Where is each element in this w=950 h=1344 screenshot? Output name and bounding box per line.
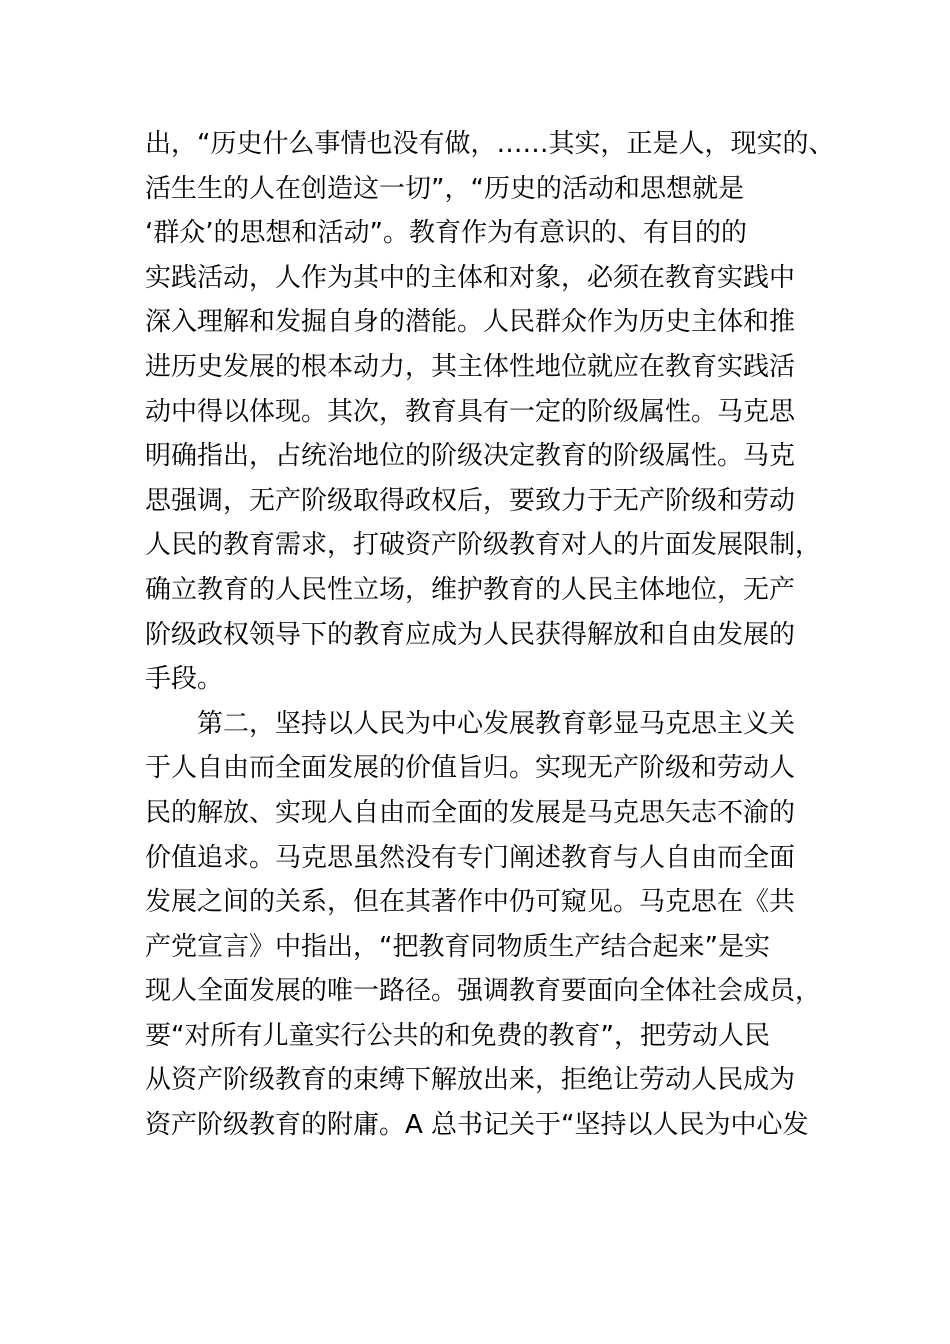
text-line: 产党宣言》中指出，“把教育同物质生产结合起来”是实 (145, 931, 770, 962)
text-line: 出，“历史什么事情也没有做，……其实，正是人，现实的、 (145, 129, 835, 159)
paragraph-first-line: 第二，坚持以人民为中心发展教育彰显马克思主义关 (197, 708, 796, 739)
text-line: 实践活动，人作为其中的主体和对象，必须在教育实践中 (145, 262, 796, 293)
text-line: 人民的教育需求，打破资产阶级教育对人的片面发展限制， (145, 530, 822, 561)
text-line: 阶级政权领导下的教育应成为人民获得解放和自由发展的 (145, 619, 796, 650)
text-line: 现人全面发展的唯一路径。强调教育要面向全体社会成员， (145, 976, 822, 1007)
text-line: 资产阶级教育的附庸。A 总书记关于“坚持以人民为中心发 (145, 1110, 809, 1141)
text-line: 发展之间的关系，但在其著作中仍可窥见。马克思在《共 (145, 887, 796, 918)
text-line: ‘群众’的思想和活动”。教育作为有意识的、有目的的 (145, 218, 747, 249)
text-line: 深入理解和发掘自身的潜能。人民群众作为历史主体和推 (145, 307, 796, 338)
body-text (145, 122, 835, 1148)
text-line: 民的解放、实现人自由而全面的发展是马克思矢志不渝的 (145, 797, 796, 828)
text-line: 思强调，无产阶级取得政权后，要致力于无产阶级和劳动 (145, 485, 796, 516)
text-line: 从资产阶级教育的束缚下解放出来，拒绝让劳动人民成为 (145, 1065, 796, 1096)
text-line: 活生生的人在创造这一切”，“历史的活动和思想就是 (145, 173, 744, 204)
text-line: 确立教育的人民性立场，维护教育的人民主体地位，无产 (145, 574, 796, 605)
text-line: 价值追求。马克思虽然没有专门阐述教育与人自由而全面 (145, 842, 796, 873)
text-line: 手段。 (145, 664, 224, 695)
text-line: 进历史发展的根本动力，其主体性地位就应在教育实践活 (145, 351, 796, 382)
text-line: 要“对所有儿童实行公共的和免费的教育”，把劳动人民 (145, 1020, 770, 1051)
text-line: 于人自由而全面发展的价值旨归。实现无产阶级和劳动人 (145, 753, 796, 784)
text-line: 动中得以体现。其次，教育具有一定的阶级属性。马克思 (145, 396, 796, 427)
text-line: 明确指出，占统治地位的阶级决定教育的阶级属性。马克 (145, 441, 796, 472)
